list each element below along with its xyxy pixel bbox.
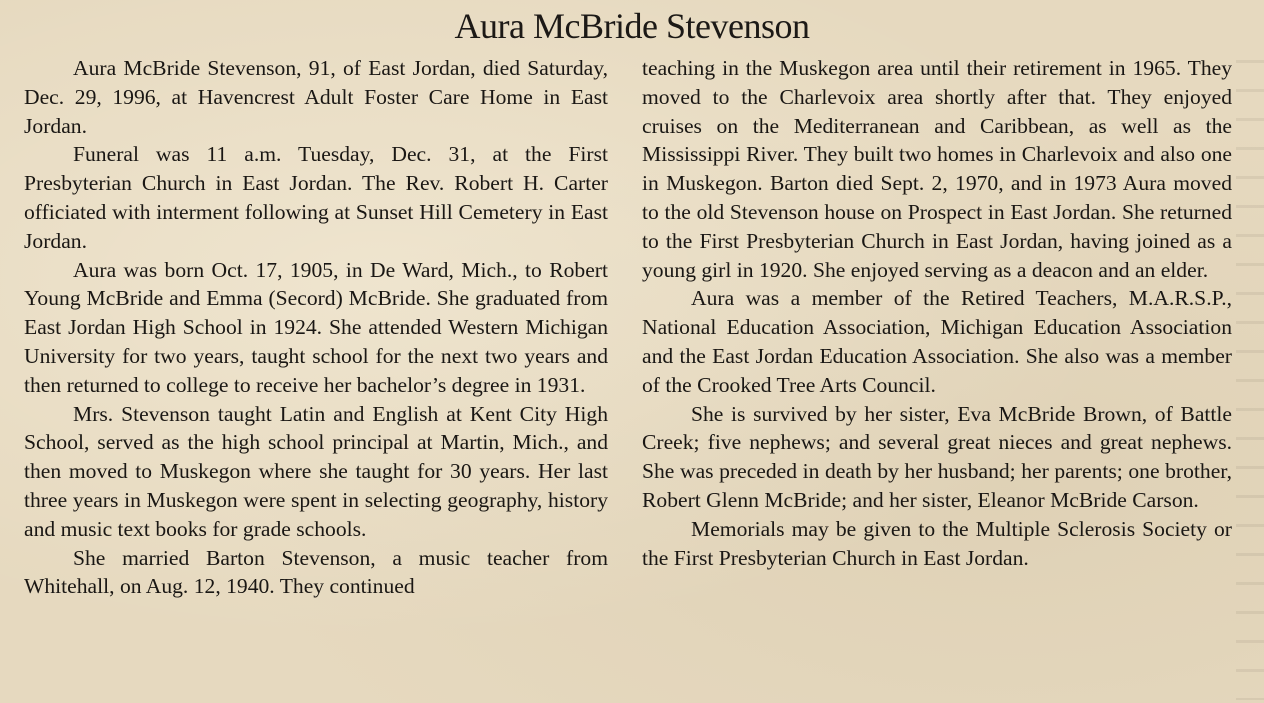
paragraph-funeral: Funeral was 11 a.m. Tuesday, Dec. 31, at the First Presbyterian Church in East Jordan. The Rev. Robert H. Carter officiated with interment following at Sunset Hill Cemetery in East Jordan. [24,142,608,253]
bleed-through-texture [1236,60,1264,700]
paragraph-death-notice: Aura McBride Stevenson, 91, of East Jordan, died Saturday, Dec. 29, 1996, at Havencrest Adult Foster Care Home in East Jordan. [24,56,608,138]
paragraph-survivors: She is survived by her sister, Eva McBride Brown, of Battle Creek; five nephews; and several great nieces and great nephews. She was preceded in death by her husband; her parents; one brother, Robert Glenn McBride; and her sister, Eleanor McBride Carson. [642,401,1232,512]
paragraph-marriage-start: She married Barton Stevenson, a music teacher from Whitehall, on Aug. 12, 1940. They continued [24,545,608,599]
obituary-title: Aura McBride Stevenson [454,6,810,46]
paragraph-career: Mrs. Stevenson taught Latin and English at Kent City High School, served as the high school principal at Martin, Mich., and then moved to Muskegon where she taught for 30 years. Her last three years in Muskegon were spent in selecting geography, history and music text books for grade schools. [24,401,608,541]
paragraph-early-life: Aura was born Oct. 17, 1905, in De Ward, Mich., to Robert Young McBride and Emma (Secord) McBride. She graduated from East Jordan High School in 1924. She attended Western Michigan University for two years, taught school for the next two years and then returned to college to receive her bachelor’s degree in 1931. [24,257,608,397]
paragraph-marriage-continued: teaching in the Muskegon area until their retirement in 1965. They moved to the Charlevoix area shortly after that. They enjoyed cruises on the Mediterranean and Caribbean, as well as the Mississippi River. They built two homes in Charlevoix and also one in Muskegon. Barton died Sept. 2, 1970, and in 1973 Aura moved to the old Stevenson house on Prospect in East Jordan. She returned to the First Presbyterian Church in East Jordan, having joined as a young girl in 1920. She enjoyed serving as a deacon and an elder. [642,56,1232,282]
paragraph-memorials: Memorials may be given to the Multiple Sclerosis Society or the First Presbyterian Church in East Jordan. [642,516,1232,570]
paragraph-memberships: Aura was a member of the Retired Teachers, M.A.R.S.P., National Education Association, Michigan Education Association and the East Jordan Education Association. She also was a member of the Crooked Tree Arts Council. [642,286,1232,397]
right-column [642,54,1232,572]
left-column [24,54,608,601]
